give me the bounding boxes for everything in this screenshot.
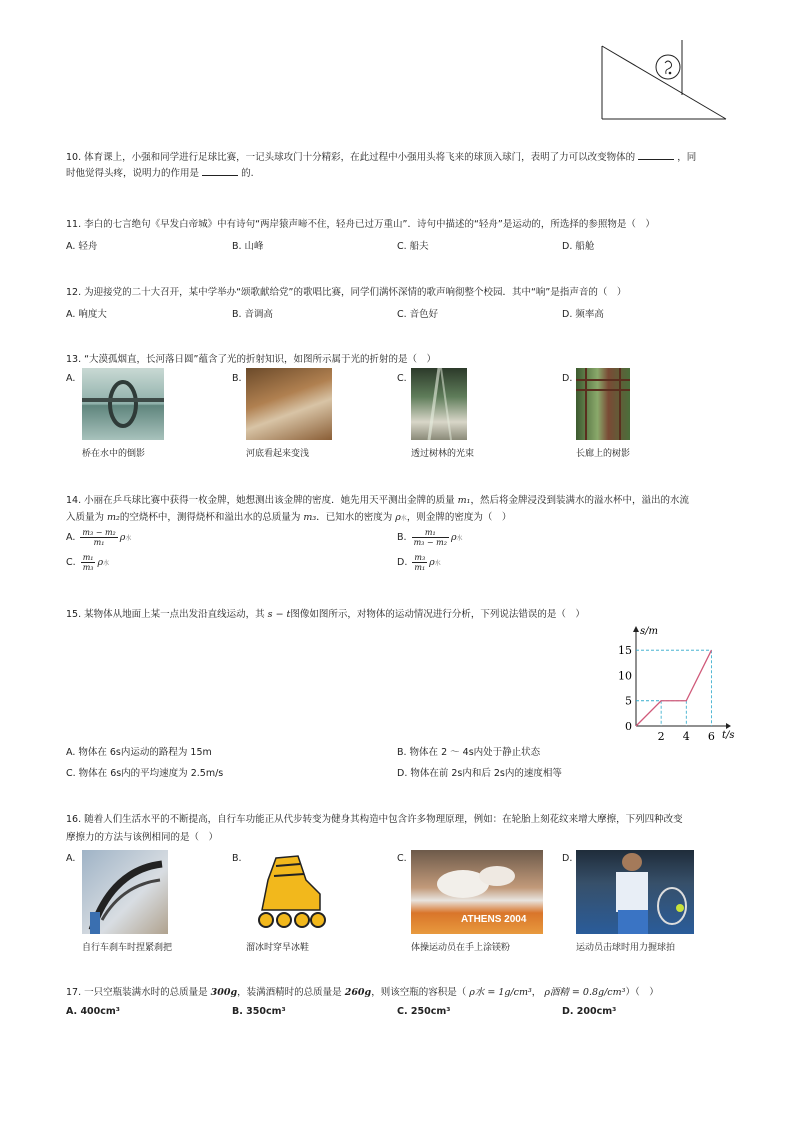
q12-option-c[interactable]: C. 音色好	[397, 309, 439, 320]
q17-stem-c: ，则该空瓶的容积是（	[371, 987, 467, 998]
q11-option-b[interactable]: B. 山峰	[232, 241, 264, 252]
q13-caption-b: 河底看起来变浅	[246, 449, 310, 459]
q17-option-c[interactable]: C. 250cm³	[397, 1006, 451, 1017]
q10-line1: 10. 体育课上，小强和同学进行足球比赛，一记头球攻门十分精彩，在此过程中小强用头将飞来的球顶入球门，表明了力可以改变物体的	[66, 152, 636, 163]
condition-water-density: ρ水 = 1g/cm³	[469, 987, 532, 998]
q14-line2-d: ，则金牌的密度为（ ）	[406, 512, 512, 523]
q13-letter-b: B.	[232, 373, 242, 384]
q12-option-a[interactable]: A. 响度大	[66, 309, 107, 320]
y-tick-label: 15	[618, 644, 632, 658]
var-m3: m₃	[303, 512, 317, 523]
q13-caption-d: 长廊上的树影	[576, 449, 631, 459]
fraction	[80, 528, 117, 547]
fraction	[412, 553, 427, 572]
bike-brake-image[interactable]	[82, 850, 168, 934]
rho-subscript: 水	[400, 515, 407, 522]
q17-stem-d: ）（ ）	[625, 987, 659, 998]
var-rho-water: ρ	[395, 512, 401, 523]
numerator: m₁	[412, 528, 449, 538]
q14-option-b[interactable]	[397, 528, 463, 547]
q16-letter-d: D.	[562, 853, 573, 864]
numerator: m₃	[414, 553, 426, 562]
q14-c-letter: C.	[66, 557, 76, 568]
q16-line1: 16. 随着人们生活水平的不断提高，自行车功能正从代步转变为健身其构造中包含许多物理原理，例如：在轮胎上刻花纹来增大摩擦，下列四种改变	[66, 814, 683, 825]
q11-option-d[interactable]: D. 船舱	[562, 241, 595, 252]
x-axis-label: t/s	[722, 730, 735, 741]
q17-option-a[interactable]: A. 400cm³	[66, 1006, 120, 1017]
y-tick-label: 10	[618, 669, 632, 683]
x-tick-label: 4	[682, 730, 690, 743]
q14-a-letter: A.	[66, 532, 76, 543]
value-300g: 300g	[210, 987, 238, 998]
rho-subscript: 水	[456, 535, 463, 542]
numerator: m₁	[82, 553, 94, 562]
q15-stem-a: 15. 某物体从地面上某一点出发沿直线运动，其	[66, 609, 265, 620]
q14-line2-c: ．已知水的密度为	[316, 512, 393, 523]
roller-skate-image[interactable]	[246, 850, 332, 934]
question-14	[66, 492, 726, 527]
question-10	[66, 150, 726, 182]
corridor-shadow-image[interactable]	[576, 368, 630, 440]
rho-subscript: 水	[103, 560, 110, 567]
q16-caption-c: 体操运动员在手上涂镁粉	[411, 943, 511, 953]
incline-figure	[598, 36, 730, 124]
y-tick-label: 5	[625, 694, 632, 708]
question-17-stem: 17. 一只空瓶装满水时的总质量是 300g，装满酒精时的总质量是 260g，则该空瓶的容积是（ ρ水 = 1g/cm³， ρ酒精 = 0.8g/cm³）（ ）	[66, 987, 659, 998]
value-260g: 260g	[344, 987, 372, 998]
denominator: m₃ − m₂	[413, 538, 447, 547]
forest-light-image[interactable]	[411, 368, 467, 440]
q16-caption-b: 溜冰时穿旱冰鞋	[246, 943, 310, 953]
q12-option-d[interactable]: D. 频率高	[562, 309, 604, 320]
athens-banner-text: ATHENS 2004	[461, 914, 527, 925]
q10-line1-end: ，同	[677, 152, 697, 163]
q16-caption-a: 自行车刹车时捏紧刹把	[82, 943, 173, 953]
question-16	[66, 811, 726, 847]
s-t-graph	[612, 620, 735, 748]
bridge-reflection-image[interactable]	[82, 368, 164, 440]
rho-symbol: ρ	[119, 532, 126, 543]
q14-line2-a: 入质量为	[66, 512, 105, 523]
q14-option-c[interactable]	[66, 553, 109, 572]
q14-line1-b: ，然后将金牌浸没到装满水的溢水杯中，溢出的水流	[470, 495, 690, 506]
q15-option-b[interactable]: B. 物体在 2 ～ 4s内处于静止状态	[397, 747, 541, 758]
rho-subscript: 水	[434, 560, 441, 567]
q13-letter-a: A.	[66, 373, 76, 384]
q17-option-b[interactable]: B. 350cm³	[232, 1006, 286, 1017]
q16-caption-d: 运动员击球时用力握球拍	[576, 943, 676, 953]
q14-b-letter: B.	[397, 532, 407, 543]
q14-d-letter: D.	[397, 557, 408, 568]
var-m2: m₂	[107, 512, 120, 523]
question-11-stem: 11. 李白的七言绝句《早发白帝城》中有诗句“两岸猿声啼不住，轻舟已过万重山”．诗句中描述的“轻舟”是运动的，所选择的参照物是（ ）	[66, 219, 655, 230]
q16-line2: 摩擦力的方法与该例相同的是（ ）	[66, 832, 219, 843]
fraction	[81, 553, 96, 572]
y-axis-arrow	[633, 626, 639, 632]
q14-line2-b: 的空烧杯中，测得烧杯和溢出水的总质量为	[119, 512, 301, 523]
denominator: m₁	[93, 538, 105, 547]
x-axis-arrow	[726, 723, 731, 729]
q14-option-d[interactable]	[397, 553, 441, 572]
var-s-t: s − t	[267, 609, 291, 620]
q15-option-d[interactable]: D. 物体在前 2s内和后 2s内的速度相等	[397, 768, 562, 779]
ball	[656, 55, 680, 79]
answer-blank-2[interactable]	[202, 166, 238, 176]
origin-label: 0	[625, 720, 632, 733]
q15-option-c[interactable]: C. 物体在 6s内的平均速度为 2.5m/s	[66, 768, 224, 779]
q13-caption-a: 桥在水中的倒影	[82, 449, 146, 459]
q12-option-b[interactable]: B. 音调高	[232, 309, 274, 320]
x-tick-label: 6	[707, 730, 715, 743]
riverbed-image[interactable]	[246, 368, 332, 440]
q16-letter-c: C.	[397, 853, 407, 864]
q10-line2-end: 的.	[241, 168, 254, 179]
q11-option-c[interactable]: C. 船夫	[397, 241, 429, 252]
x-tick-label: 2	[657, 730, 665, 743]
q16-letter-a: A.	[66, 853, 76, 864]
fraction	[412, 528, 449, 547]
denominator: m₁	[414, 563, 426, 572]
tennis-player-image[interactable]	[576, 850, 694, 934]
rho-symbol: ρ	[97, 557, 104, 568]
numerator: m₃ − m₂	[82, 528, 116, 537]
q17-stem-b: ，装满酒精时的总质量是	[237, 987, 342, 998]
condition-alcohol-density: ρ酒精 = 0.8g/cm³	[544, 987, 626, 998]
q17-stem-a: 17. 一只空瓶装满水时的总质量是	[66, 987, 208, 998]
q15-option-a[interactable]: A. 物体在 6s内运动的路程为 15m	[66, 747, 212, 758]
rho-subscript: 水	[125, 535, 132, 542]
q14-option-a[interactable]	[66, 528, 131, 547]
denominator: m₃	[82, 563, 94, 572]
q13-letter-d: D.	[562, 373, 573, 384]
question-13-stem: 13. “大漠孤烟直，长河落日圆”蕴含了光的折射知识，如图所示属于光的折射的是（ ）	[66, 354, 436, 365]
q17-option-d[interactable]: D. 200cm³	[562, 1006, 617, 1017]
gymnast-chalk-image[interactable]	[411, 850, 543, 934]
q15-stem-b: 图像如图所示，对物体的运动情况进行分析，下列说法错误的是（ ）	[290, 609, 585, 620]
q16-letter-b: B.	[232, 853, 242, 864]
answer-blank-1[interactable]	[638, 150, 674, 160]
q14-line1: 14. 小丽在乒乓球比赛中获得一枚金牌，她想测出该金牌的密度．她先用天平测出金牌的质量	[66, 495, 455, 506]
q13-letter-c: C.	[397, 373, 407, 384]
rho-symbol: ρ	[429, 557, 435, 568]
y-axis-label: s/m	[640, 626, 658, 637]
question-12-stem: 12. 为迎接党的二十大召开，某中学举办“颂歌献给党”的歌唱比赛，同学们满怀深情的歌声响彻整个校园．其中“响”是指声音的（ ）	[66, 287, 627, 298]
q13-caption-c: 透过树林的光束	[411, 449, 475, 459]
rho-symbol: ρ	[450, 532, 457, 543]
var-m1: m₁	[457, 495, 471, 506]
q10-line2: 时他觉得头疼，说明力的作用是	[66, 168, 200, 179]
q11-option-a[interactable]: A. 轻舟	[66, 241, 98, 252]
s-t-series-line	[636, 650, 711, 726]
